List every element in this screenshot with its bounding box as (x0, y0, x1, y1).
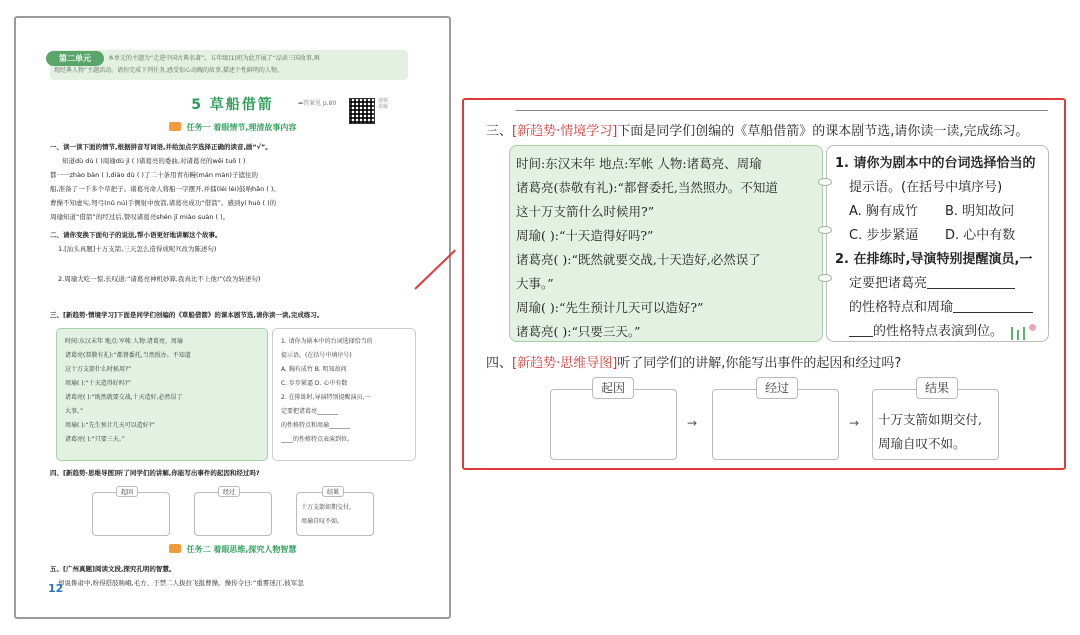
process-box[interactable] (712, 389, 839, 460)
question-1-line-2: 都一一zhào bàn ( ),diào dù ( )了二十条用青布幔(mán màn)子遮住的 (50, 171, 258, 179)
question-1-line-1: 知道dù dù ( )周瑜dù jì ( )诸葛亮的委曲,对诸葛亮的wěi tuō ( ) (62, 157, 246, 165)
question-3-title: 三、[新趋势·情境学习]下面是同学们创编的《草船借箭》的课本剧节选,请你读一读,完成练习。 (50, 311, 324, 319)
result-line-1: 十万支箭如期交付, (878, 412, 982, 427)
question-1-line-3: 船,准备了一千多个草把子。诸葛亮命人将船一字摆开,并擂(léi lèi)鼓呐hǎn ( )。 (50, 185, 280, 193)
script-line: 周瑜( ):“十天造得好吗?” (516, 228, 654, 243)
question-1-title: 一、读一读下面的情节,根据拼音写词语,并给加点字选择正确的读音,画“√”。 (50, 143, 272, 151)
unit-banner (50, 50, 408, 80)
option-c: C. 步步紧逼 (849, 228, 919, 243)
tv-icon (169, 122, 181, 131)
workbook-page (14, 16, 451, 619)
script-line: 大事。” (516, 276, 554, 291)
question-3-tag: [新趋势·情境学习] (512, 124, 618, 139)
result-line-2: 周瑜自叹不如。 (878, 436, 966, 451)
unit-badge: 第二单元 (46, 51, 104, 66)
question-1-line-5: 周瑜知道“借箭”的经过后,赞叹诸葛亮shén jī miào suàn ( )。 (50, 213, 230, 221)
question-3-heading: 三、[新趋势·情境学习]下面是同学们创编的《草船借箭》的课本剧节选,请你读一读,完成练习。 (486, 124, 1029, 139)
q2-prompt-cont-2: 的性格特点和周瑜 (849, 296, 1033, 315)
question-5-text: 却说鲁肃中,吩得搭肢映峨,毛方、于禁二人拔拉飞报曹操。操传令曰:“重雾迷江,彼军忽 (58, 579, 304, 587)
tv-icon (169, 544, 181, 553)
q2-prompt-cont-3: 的性格特点表演到位。 (849, 320, 1003, 339)
mini-cause-label: 起因 (116, 486, 138, 497)
option-d: D. 心中有数 (945, 228, 1016, 243)
qr-caption: 视频讲解 (378, 98, 389, 110)
question-2-item-2: 2.周瑜大吃一惊,长叹道:“诸葛亮神机妙算,我真比不上他!”(改为转述句) (58, 275, 261, 283)
mini-process-label: 经过 (218, 486, 240, 497)
sprout-decoration-icon (1007, 324, 1037, 340)
arrow-icon: → (849, 416, 860, 430)
answer-blank[interactable] (927, 288, 1015, 289)
qr-code-icon (349, 98, 375, 124)
mini-process-box (194, 492, 272, 536)
top-rule (516, 110, 1048, 111)
mini-question-box: 1. 请你为剧本中的台词选择恰当的 提示语。(在括号中填序号) A. 胸有成竹 B. 明知故问 C. 步步紧逼 D. 心中有数 2. 在排练时,导演特别提醒演员,一 定要把诸葛亮_______ 的性格特点和周瑜_______ ____的性格特点表演到位。 (272, 328, 416, 461)
zoomed-section (462, 98, 1066, 470)
option-b: B. 明知故问 (945, 204, 1015, 219)
script-line: 这十万支箭什么时候用?” (516, 204, 655, 219)
page-number: 12 (48, 582, 64, 595)
script-box (509, 145, 823, 342)
binder-rings-icon (818, 178, 838, 322)
lesson-title: 5 草船借箭 (191, 97, 274, 113)
script-line: 诸葛亮( ):“只要三天。” (516, 324, 641, 339)
task-two-heading: 任务二 着眼思维,探究人物智慧 (16, 544, 449, 555)
question-2-item-1: 1.[汕头真题]十万支箭,三天怎么造得成呢?(改为陈述句) (58, 245, 217, 253)
q2-prompt: 2. 在排练时,导演特别提醒演员,一 (835, 252, 1033, 267)
mini-script-box: 时间:东汉末年 地点:军帐 人物:诸葛亮、周瑜 诸葛亮(恭敬有礼):“都督委托,当然照办。不知道 这十万支箭什么时候用?” 周瑜( ):“十天造得好吗?” 诸葛亮( ):“既然就要交战,十天造好,必然误了 大事。” 周瑜( ):“先生预计几天可以造好?” 诸葛亮( ):“只要三天。” (56, 328, 268, 461)
arrow-icon: → (687, 416, 698, 430)
cause-label: 起因 (592, 377, 634, 399)
answer-blank[interactable] (953, 312, 1033, 313)
q1-prompt-cont: 提示语。(在括号中填序号) (849, 180, 1003, 195)
question-5-title: 五、[广州真题]阅读文段,探究孔明的智慧。 (50, 565, 176, 573)
mini-cause-box (92, 492, 170, 536)
question-4-tag: [新趋势·思维导图] (512, 356, 618, 371)
cause-box[interactable] (550, 389, 677, 460)
script-line: 时间:东汉末年 地点:军帐 人物:诸葛亮、周瑜 (516, 156, 762, 171)
q2-prompt-cont: 定要把诸葛亮 (849, 272, 1015, 291)
mini-result-label: 结果 (322, 486, 344, 497)
unit-intro-line-1: 本单元的主题为“走进中国古典名著”。五年级(1)班为此开展了“品读三国故事,再 (108, 55, 320, 62)
task-one-heading: 任务一 着眼情节,理清故事内容 (16, 122, 449, 133)
q1-prompt: 1. 请你为剧本中的台词选择恰当的 (835, 156, 1036, 171)
question-2-title: 二、请你变换下面句子的说法,帮小语更好地讲解这个故事。 (50, 231, 222, 239)
unit-intro-line-2: 现经典人物”主题活动。请你完成下列任务,感受惊心动魄的故事,描述个性鲜明的人物。 (54, 67, 283, 74)
script-line: 诸葛亮(恭敬有礼):“都督委托,当然照办。不知道 (516, 180, 778, 195)
option-a: A. 胸有成竹 (849, 204, 918, 219)
process-label: 经过 (756, 377, 798, 399)
script-line: 诸葛亮( ):“既然就要交战,十天造好,必然误了 (516, 252, 761, 267)
result-label: 结果 (916, 377, 958, 399)
answer-reference: ➡答案见 p.80 (298, 100, 337, 107)
mini-result-box: 十万支箭如期交付, 周瑜自叹不如。 (296, 492, 374, 536)
question-4-title: 四、[新趋势·思维导图]听了同学们的讲解,你能写出事件的起因和经过吗? (50, 469, 260, 477)
script-line: 周瑜( ):“先生预计几天可以造好?” (516, 300, 704, 315)
answer-blank[interactable] (849, 336, 873, 337)
question-1-line-4: 曹操不知虚实,弩弓(nǔ nú)手侧射中放箭,诸葛亮成功“借箭”。感到yí huò ( )的 (50, 199, 277, 207)
question-4-heading: 四、[新趋势·思维导图]听了同学们的讲解,你能写出事件的起因和经过吗? (486, 356, 902, 371)
question-box (826, 145, 1049, 342)
